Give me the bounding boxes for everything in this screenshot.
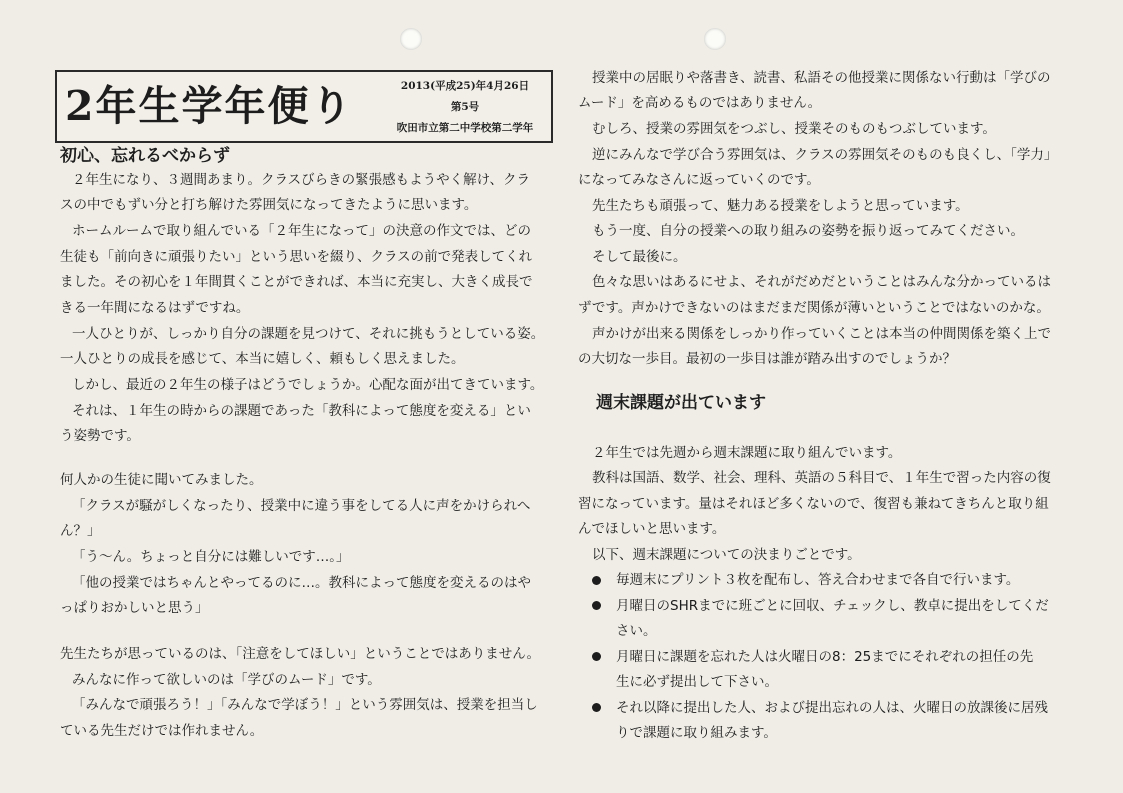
masthead-meta [385, 76, 545, 139]
body-line: 一人ひとりが、しっかり自分の課題を見つけて、それに挑もうとしている姿。 [72, 326, 545, 342]
punch-hole [400, 28, 422, 50]
body-line: 先生たちも頑張って、魅力ある授業をしようと思っています。 [592, 198, 969, 214]
rule-item-continued: 生に必ず提出して下さい。 [616, 674, 778, 690]
quote-line: 「クラスが騒がしくなったり、授業中に違う事をしてる人に声をかけられへ [72, 498, 531, 514]
issue-date: 2013(平成25)年4月26日 [400, 80, 530, 92]
body-line: ました。その初心を１年間貫くことができれば、本当に充実し、大きく成長で [60, 274, 533, 290]
body-line: 先生たちが思っているのは、「注意をしてほしい」ということではありません。 [60, 646, 541, 662]
body-line: ２年生では先週から週末課題に取り組んでいます。 [592, 445, 902, 461]
quote-line: っぱりおかしいと思う」 [60, 600, 209, 616]
body-line: ている先生だけでは作れません。 [60, 723, 264, 739]
section-heading-beginner-mind: 初心、忘れるべからず [60, 146, 230, 166]
body-line: 一人ひとりの成長を感じて、本当に嬉しく、頼もしく思えました。 [60, 351, 465, 367]
punch-hole [704, 28, 726, 50]
body-line: ホームルームで取り組んでいる「２年生になって」の決意の作文では、どの [72, 223, 531, 239]
body-line: むしろ、授業の雰囲気をつぶし、授業そのものもつぶしています。 [592, 121, 996, 137]
body-line: 逆にみんなで学び合う雰囲気は、クラスの雰囲気そのものも良くし、「学力」 [592, 147, 1058, 163]
body-line: 教科は国語、数学、社会、理科、英語の５科目で、１年生で習った内容の復 [592, 470, 1051, 486]
bullet-icon [592, 601, 601, 610]
body-line: 色々な思いはあるにせよ、それがだめだということはみんな分かっているは [592, 274, 1051, 290]
body-line: そして最後に。 [592, 249, 687, 265]
rule-item-continued: さい。 [616, 623, 657, 639]
body-line: それは、１年生の時からの課題であった「教科によって態度を変える」とい [72, 403, 531, 419]
body-line: ずです。声かけできないのはまだまだ関係が薄いということではないのかな。 [578, 300, 1050, 316]
rule-item: 月曜日のSHRまでに班ごとに回収、チェックし、教卓に提出をしてくだ [616, 598, 1049, 614]
body-line: 以下、週末課題についての決まりごとです。 [592, 547, 861, 563]
bullet-icon [592, 576, 601, 585]
rule-item: 月曜日に課題を忘れた人は火曜日の8：25までにそれぞれの担任の先 [616, 649, 1034, 665]
masthead [55, 70, 553, 143]
quote-line: 「う～ん。ちょっと自分には難しいです…。」 [72, 549, 350, 565]
body-line: ムード」を高めるものではありません。 [578, 95, 822, 111]
bullet-icon [592, 703, 601, 712]
body-line: ２年生になり、３週間あまり。クラスびらきの緊張感もようやく解け、クラ [72, 172, 531, 188]
quote-line: ん？」 [60, 523, 101, 539]
body-line: になってみなさんに返っていくのです。 [578, 172, 820, 188]
newsletter-title: 2年生学年便り [65, 82, 354, 130]
quote-line: 「他の授業ではちゃんとやってるのに…。教科によって態度を変えるのはや [72, 575, 531, 591]
body-line: う姿勢です。 [60, 428, 140, 444]
body-line: もう一度、自分の授業への取り組みの姿勢を振り返ってみてください。 [592, 223, 1024, 239]
body-line: 生徒も「前向きに頑張りたい」という思いを綴り、クラスの前で発表してくれ [60, 249, 533, 265]
rule-item: それ以降に提出した人、および提出忘れの人は、火曜日の放課後に居残 [616, 700, 1048, 716]
body-line: んでほしいと思います。 [578, 521, 726, 537]
rule-item-continued: りで課題に取り組みます。 [616, 725, 777, 741]
school-name: 吹田市立第二中学校第二学年 [396, 122, 534, 134]
body-line: きる一年間になるはずですね。 [60, 300, 250, 316]
bullet-icon [592, 652, 601, 661]
rule-item: 毎週末にプリント３枚を配布し、答え合わせまで各自で行います。 [616, 572, 1020, 588]
body-line: 何人かの生徒に聞いてみました。 [60, 472, 263, 488]
issue-number: 第5号 [450, 101, 480, 113]
section-heading-weekend-assignment: 週末課題が出ています [596, 393, 766, 413]
body-line: スの中でもずい分と打ち解けた雰囲気になってきたように思います。 [60, 197, 478, 213]
body-line: しかし、最近の２年生の様子はどうでしょうか。心配な面が出てきています。 [72, 377, 544, 393]
body-line: の大切な一歩目。最初の一歩目は誰が踏み出すのでしょうか？ [578, 351, 956, 367]
body-line: みんなに作って欲しいのは「学びのムード」です。 [72, 672, 381, 688]
body-line: 授業中の居眠りや落書き、読書、私語その他授業に関係ない行動は「学びの [592, 70, 1051, 86]
body-line: 「みんなで頑張ろう！」「みんなで学ぼう！」という雰囲気は、授業を担当し [72, 697, 538, 713]
body-line: 習になっています。量はそれほど多くないので、復習も兼ねてきちんと取り組 [578, 496, 1049, 512]
body-line: 声かけが出来る関係をしっかり作っていくことは本当の仲間関係を築く上で [592, 326, 1051, 342]
